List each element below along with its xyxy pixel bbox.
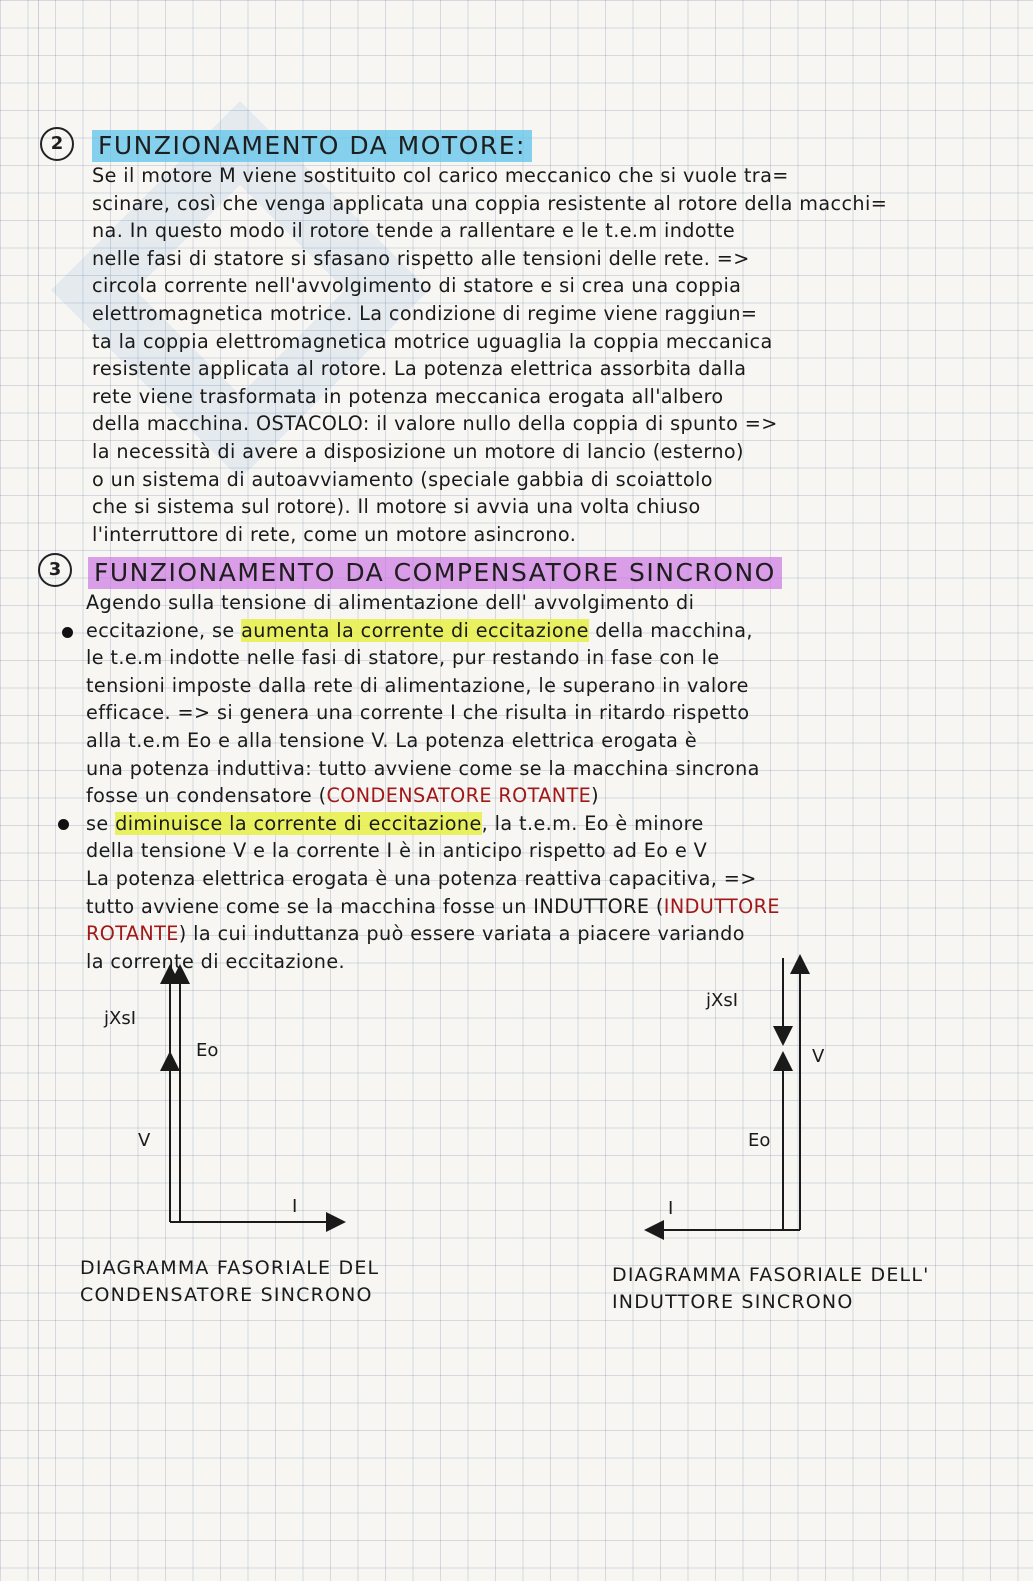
caption-line: CONDENSATORE SINCRONO	[80, 1284, 373, 1306]
section-heading-motore: FUNZIONAMENTO DA MOTORE:	[92, 130, 532, 162]
text-line: alla t.e.m Eo e alla tensione V. La potenza elettrica erogata è	[86, 728, 698, 752]
caption-line: DIAGRAMMA FASORIALE DEL	[80, 1257, 380, 1279]
text-line: Agendo sulla tensione di alimentazione dell' avvolgimento di	[86, 591, 695, 614]
text-line: la necessità di avere a disposizione un motore di lancio (esterno)	[92, 439, 744, 463]
bullet-line-increase	[86, 617, 996, 645]
text-line: ta la coppia elettromagnetica motrice uguaglia la coppia meccanica	[92, 329, 773, 353]
section2-paragraph	[92, 162, 992, 548]
label-v: V	[812, 1046, 825, 1067]
caption-line: DIAGRAMMA FASORIALE DELL'	[612, 1264, 930, 1286]
section-number-3: 3	[38, 553, 72, 587]
label-jxsi: jXsI	[104, 1008, 137, 1029]
text-span: tutto avviene come se la macchina fosse un INDUTTORE (	[86, 894, 664, 918]
text-span: eccitazione, se	[86, 618, 242, 642]
section-heading-compensatore: FUNZIONAMENTO DA COMPENSATORE SINCRONO	[88, 557, 782, 589]
red-term-rotante: ROTANTE	[86, 922, 179, 946]
margin-line	[38, 0, 39, 1581]
text-span: ) la cui induttanza può essere variata a piacere variando	[178, 922, 745, 946]
red-term-induttore: INDUTTORE	[663, 894, 780, 918]
text-line: della tensione V e la corrente I è in anticipo rispetto ad Eo e V	[86, 839, 708, 863]
text-line: che si sistema sul rotore). Il motore si avvia una volta chiuso	[92, 495, 701, 519]
caption-line: INDUTTORE SINCRONO	[612, 1291, 854, 1313]
text-line: efficace. => si genera una corrente I che risulta in ritardo rispetto	[86, 701, 750, 725]
text-line: la corrente di eccitazione.	[86, 949, 346, 973]
text-span: della macchina,	[588, 618, 753, 642]
text-span: , la t.e.m. Eo è minore	[481, 811, 704, 835]
label-i: I	[292, 1196, 298, 1217]
phasor-diagram-condensatore	[160, 960, 360, 1240]
text-line: tensioni imposte dalla rete di alimentazione, le superano in valore	[86, 673, 749, 697]
text-line: l'interruttore di rete, come un motore asincrono.	[92, 522, 577, 546]
label-jxsi: jXsI	[706, 990, 739, 1011]
text-line: resistente applicata al rotore. La potenza elettrica assorbita dalla	[92, 357, 747, 381]
text-line: o un sistema di autoavviamento (speciale gabbia di scoiattolo	[92, 467, 713, 491]
highlight-decrease: diminuisce la corrente di eccitazione	[115, 811, 482, 835]
label-v: V	[138, 1130, 151, 1151]
text-line: le t.e.m indotte nelle fasi di statore, pur restando in fase con le	[86, 646, 720, 670]
text-line: La potenza elettrica erogata è una potenza reattiva capacitiva, =>	[86, 866, 757, 890]
text-span: fosse un condensatore (	[86, 784, 327, 808]
highlight-increase: aumenta la corrente di eccitazione	[241, 618, 589, 642]
label-eo: Eo	[196, 1040, 219, 1061]
text-line: rete viene trasformata in potenza meccanica erogata all'albero	[92, 384, 724, 408]
caption-condensatore	[80, 1255, 379, 1309]
text-line: scinare, così che venga applicata una coppia resistente al rotore della macchi=	[92, 191, 888, 215]
text-line: Se il motore M viene sostituito col carico meccanico che si vuole tra=	[92, 164, 789, 187]
text-line	[86, 920, 996, 948]
red-term-condensatore: CONDENSATORE ROTANTE	[326, 784, 592, 808]
bullet-dot	[62, 627, 73, 638]
section3-paragraph	[86, 589, 996, 975]
bullet-line-decrease	[86, 810, 996, 838]
text-span: )	[591, 784, 600, 808]
text-line: una potenza induttiva: tutto avviene come se la macchina sincrona	[86, 756, 760, 780]
bullet-dot	[58, 819, 69, 830]
text-span: se	[86, 811, 116, 835]
text-line	[86, 893, 996, 921]
label-i: I	[668, 1198, 674, 1219]
section-number-2: 2	[40, 127, 74, 161]
text-line: nelle fasi di statore si sfasano rispetto alle tensioni delle rete. =>	[92, 246, 750, 270]
label-eo: Eo	[748, 1130, 771, 1151]
text-line: circola corrente nell'avvolgimento di statore e si crea una coppia	[92, 274, 742, 298]
text-line: elettromagnetica motrice. La condizione di regime viene raggiun=	[92, 301, 758, 325]
text-line	[86, 782, 996, 810]
text-line: na. In questo modo il rotore tende a rallentare e le t.e.m indotte	[92, 219, 736, 243]
caption-induttore	[612, 1262, 930, 1316]
text-line: della macchina. OSTACOLO: il valore nullo della coppia di spunto =>	[92, 412, 778, 436]
